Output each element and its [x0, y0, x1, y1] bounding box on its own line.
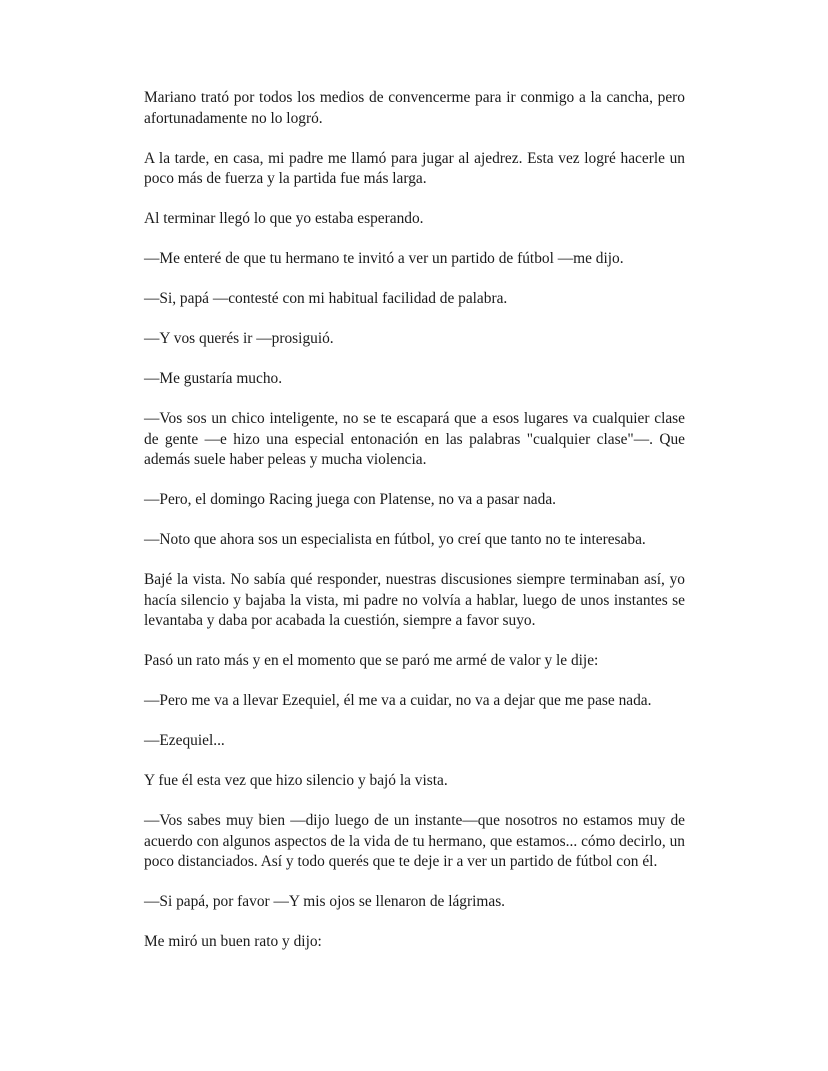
- paragraph: Me miró un buen rato y dijo:: [144, 933, 322, 950]
- paragraph: Mariano trató por todos los medios de convencerme para ir conmigo a la cancha, pero afortunadamente no lo logró.: [144, 89, 685, 127]
- body-text: [144, 88, 685, 972]
- paragraph: Al terminar llegó lo que yo estaba esperando.: [144, 210, 424, 227]
- paragraph: —Ezequiel...: [144, 732, 225, 749]
- paragraph: —Pero me va a llevar Ezequiel, él me va a cuidar, no va a dejar que me pase nada.: [144, 692, 652, 709]
- paragraph: —Vos sabes muy bien —dijo luego de un instante—que nosotros no estamos muy de acuerdo con algunos aspectos de la vida de tu hermano, que estamos... cómo decirlo, un poco distanciados. Así y todo querés que te deje ir a ver un partido de fútbol con él.: [144, 812, 685, 870]
- paragraph: Y fue él esta vez que hizo silencio y bajó la vista.: [144, 772, 448, 789]
- paragraph: —Y vos querés ir —prosiguió.: [144, 330, 334, 347]
- paragraph: —Si, papá —contesté con mi habitual facilidad de palabra.: [144, 290, 508, 307]
- paragraph: A la tarde, en casa, mi padre me llamó para jugar al ajedrez. Esta vez logré hacerle un poco más de fuerza y la partida fue más larga.: [144, 149, 685, 187]
- paragraph: Pasó un rato más y en el momento que se paró me armé de valor y le dije:: [144, 652, 599, 669]
- paragraph: —Noto que ahora sos un especialista en fútbol, yo creí que tanto no te interesaba.: [144, 531, 646, 548]
- paragraph: —Me enteré de que tu hermano te invitó a ver un partido de fútbol —me dijo.: [144, 250, 624, 267]
- paragraph: —Me gustaría mucho.: [144, 370, 283, 387]
- paragraph: —Vos sos un chico inteligente, no se te escapará que a esos lugares va cualquier clase de gente —e hizo una especial entonación en las palabras "cualquier clase"—. Que además suele haber peleas y mucha violencia.: [144, 410, 685, 468]
- paragraph: —Pero, el domingo Racing juega con Platense, no va a pasar nada.: [144, 491, 557, 508]
- paragraph: Bajé la vista. No sabía qué responder, nuestras discusiones siempre terminaban así, yo hacía silencio y bajaba la vista, mi padre no volvía a hablar, luego de unos instantes se levantaba y daba por acabada la cuestión, siempre a favor suyo.: [144, 571, 685, 629]
- paragraph: —Si papá, por favor —Y mis ojos se llenaron de lágrimas.: [144, 893, 506, 910]
